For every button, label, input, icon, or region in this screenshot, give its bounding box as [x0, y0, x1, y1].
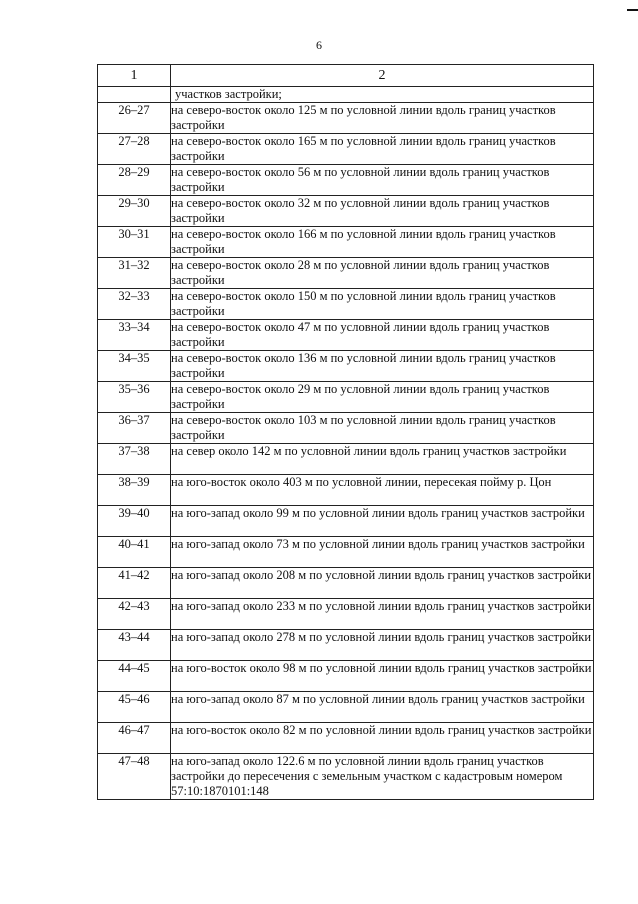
description-cell: на северо-восток около 103 м по условной линии вдоль границ участков застройки: [171, 413, 594, 444]
segment-cell: 36–37: [98, 413, 171, 444]
table-row: [98, 599, 594, 630]
table-row: [98, 444, 594, 475]
description-cell: на юго-восток около 403 м по условной линии, пересекая пойму р. Цон: [171, 475, 594, 506]
description-cell: на юго-запад около 278 м по условной линии вдоль границ участков застройки: [171, 630, 594, 661]
table-row: [98, 413, 594, 444]
description-cell: на юго-запад около 208 м по условной линии вдоль границ участков застройки: [171, 568, 594, 599]
segment-cell: 33–34: [98, 320, 171, 351]
segment-cell: 42–43: [98, 599, 171, 630]
table-row: [98, 351, 594, 382]
boundary-segments-table: [97, 64, 594, 800]
table-row: [98, 506, 594, 537]
segment-cell: 29–30: [98, 196, 171, 227]
table-row: [98, 692, 594, 723]
segment-cell: 34–35: [98, 351, 171, 382]
description-cell: на северо-восток около 28 м по условной линии вдоль границ участков застройки: [171, 258, 594, 289]
description-cell: на северо-восток около 166 м по условной линии вдоль границ участков застройки: [171, 227, 594, 258]
description-cell: на северо-восток около 150 м по условной линии вдоль границ участков застройки: [171, 289, 594, 320]
column-header-description: 2: [171, 65, 594, 87]
segment-cell: 37–38: [98, 444, 171, 475]
segment-cell: 46–47: [98, 723, 171, 754]
segment-cell: 31–32: [98, 258, 171, 289]
description-cell: на северо-восток около 56 м по условной линии вдоль границ участков застройки: [171, 165, 594, 196]
segment-cell: 38–39: [98, 475, 171, 506]
table-row: [98, 661, 594, 692]
corner-mark: [627, 9, 638, 11]
column-header-segment: 1: [98, 65, 171, 87]
segment-cell: 28–29: [98, 165, 171, 196]
description-cell: на северо-восток около 165 м по условной линии вдоль границ участков застройки: [171, 134, 594, 165]
segment-cell: 40–41: [98, 537, 171, 568]
segment-cell: [98, 87, 171, 103]
segment-cell: 44–45: [98, 661, 171, 692]
segment-cell: 43–44: [98, 630, 171, 661]
segment-cell: 41–42: [98, 568, 171, 599]
description-cell: на северо-восток около 125 м по условной линии вдоль границ участков застройки: [171, 103, 594, 134]
description-cell: на юго-восток около 82 м по условной линии вдоль границ участков застройки: [171, 723, 594, 754]
table-row-continuation: [98, 87, 594, 103]
description-cell: на северо-восток около 136 м по условной линии вдоль границ участков застройки: [171, 351, 594, 382]
table-row: [98, 103, 594, 134]
page-number: 6: [316, 38, 322, 52]
description-cell: на юго-запад около 122.6 м по условной линии вдоль границ участков застройки до пересечения с земельным участком с кадастровым номером 57:10:1870101:148: [171, 754, 594, 800]
table-row: [98, 475, 594, 506]
description-cell: на северо-восток около 32 м по условной линии вдоль границ участков застройки: [171, 196, 594, 227]
table-row: [98, 723, 594, 754]
segment-cell: 35–36: [98, 382, 171, 413]
table-row: [98, 289, 594, 320]
table-body: [98, 87, 594, 800]
segment-cell: 30–31: [98, 227, 171, 258]
table-row: [98, 196, 594, 227]
description-cell: на юго-запад около 73 м по условной линии вдоль границ участков застройки: [171, 537, 594, 568]
table-row: [98, 568, 594, 599]
description-cell: на юго-восток около 98 м по условной линии вдоль границ участков застройки: [171, 661, 594, 692]
description-cell: на север около 142 м по условной линии вдоль границ участков застройки: [171, 444, 594, 475]
table-row: [98, 537, 594, 568]
description-cell: участков застройки;: [171, 87, 594, 103]
table-row: [98, 382, 594, 413]
segment-cell: 39–40: [98, 506, 171, 537]
description-cell: на юго-запад около 87 м по условной линии вдоль границ участков застройки: [171, 692, 594, 723]
table-row: [98, 320, 594, 351]
segment-cell: 27–28: [98, 134, 171, 165]
table-row: [98, 754, 594, 800]
table-header-row: [98, 65, 594, 87]
description-cell: на северо-восток около 47 м по условной линии вдоль границ участков застройки: [171, 320, 594, 351]
table-row: [98, 134, 594, 165]
segment-cell: 32–33: [98, 289, 171, 320]
segment-cell: 47–48: [98, 754, 171, 800]
description-cell: на юго-запад около 233 м по условной линии вдоль границ участков застройки: [171, 599, 594, 630]
segment-cell: 45–46: [98, 692, 171, 723]
segment-cell: 26–27: [98, 103, 171, 134]
description-cell: на юго-запад около 99 м по условной линии вдоль границ участков застройки: [171, 506, 594, 537]
table-row: [98, 630, 594, 661]
table-row: [98, 165, 594, 196]
description-cell: на северо-восток около 29 м по условной линии вдоль границ участков застройки: [171, 382, 594, 413]
table-row: [98, 227, 594, 258]
table-row: [98, 258, 594, 289]
